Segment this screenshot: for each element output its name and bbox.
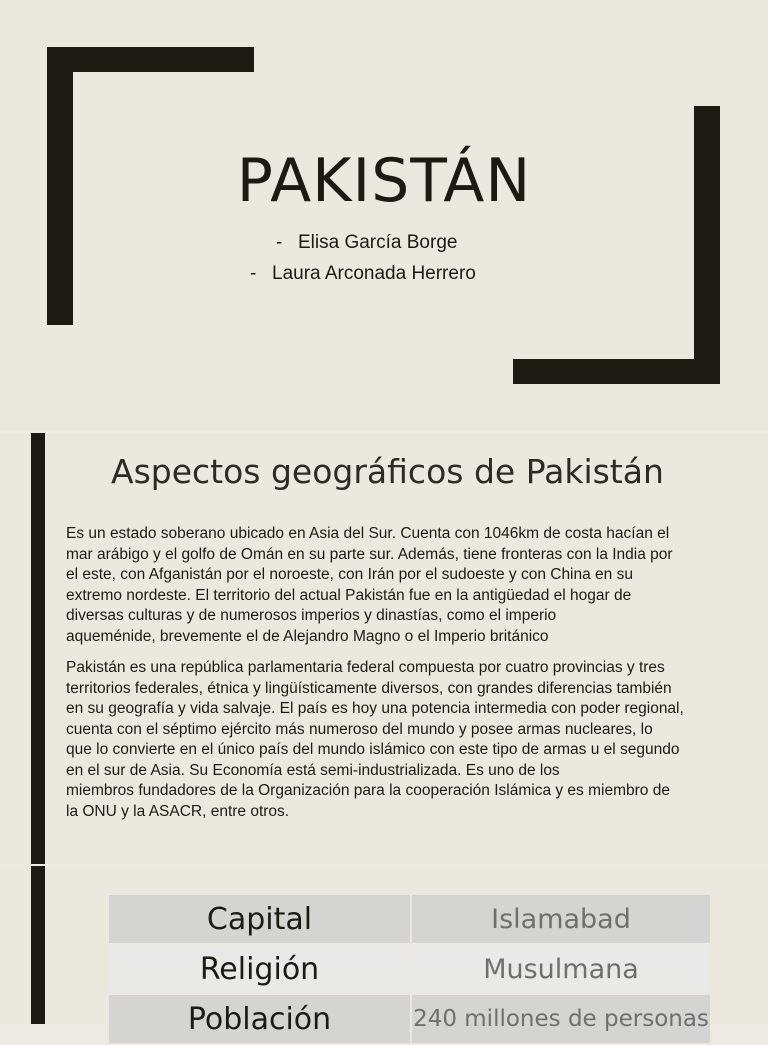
text-line: territorios federales, étnica y lingüísticamente diversos, con grandes diferencias también — [66, 679, 672, 697]
text-line: en el sur de Asia. Su Economía está semi-industrializada. Es uno de los — [66, 761, 560, 779]
text-line: miembros fundadores de la Organización para la cooperación Islámica y es miembro de — [66, 782, 670, 799]
frame-corner-bottom-right-horizontal — [513, 359, 720, 384]
row-value: 240 millones de personas — [411, 994, 711, 1044]
text-line: el este, con Afganistán por el noroeste, con Irán por el sudoeste y con China en su — [66, 566, 633, 583]
frame-corner-top-left-horizontal — [47, 47, 254, 72]
facts-table — [107, 893, 712, 1045]
table-row — [108, 894, 711, 944]
row-label: Capital — [108, 894, 411, 944]
text-line: diversas culturas y de numerosos imperios y dinastías, como el imperio — [66, 607, 557, 624]
text-line: Pakistán es una república parlamentaria federal compuesta por cuatro provincias y tres — [66, 659, 665, 676]
text-line: mar arábigo y el golfo de Omán en su parte sur. Además, tiene fronteras con la India por — [66, 545, 673, 563]
text-line: aqueménide, brevemente el de Alejandro Magno o el Imperio británico — [66, 627, 549, 645]
row-label: Religión — [108, 944, 411, 994]
bullet-dash: - — [276, 232, 283, 253]
text-line: extremo nordeste. El territorio del actual Pakistán fue en la antigüedad el hogar de — [66, 586, 632, 604]
text-line: en su geografía y vida salvaje. El país es hoy una potencia intermedia con poder regional, — [66, 700, 684, 717]
row-label: Población — [108, 994, 411, 1044]
bullet-dash: - — [250, 263, 257, 284]
text-line: Es un estado soberano ubicado en Asia del Sur. Cuenta con 1046km de costa hacían el — [66, 525, 670, 542]
slide-title: PAKISTÁN — [236, 146, 532, 216]
paragraph-2 — [66, 658, 756, 822]
row-value: Islamabad — [411, 894, 711, 944]
left-accent-bar — [31, 433, 45, 864]
title-slide — [0, 0, 768, 431]
left-accent-bar — [31, 866, 45, 1024]
slide-heading: Aspectos geográficos de Pakistán — [111, 452, 664, 491]
row-value: Musulmana — [411, 944, 711, 994]
table-row — [108, 944, 711, 994]
table-row — [108, 994, 711, 1044]
text-line: cuenta con el séptimo ejército más numeroso del mundo y posee armas nucleares, lo — [66, 720, 653, 738]
author-item — [276, 232, 457, 254]
author-item — [250, 263, 476, 285]
author-name: Laura Arconada Herrero — [272, 263, 476, 284]
text-line: la ONU y la ASACR, entre otros. — [66, 802, 290, 820]
author-name: Elisa García Borge — [298, 232, 458, 253]
text-line: que lo convierte en el único país del mundo islámico con este tipo de armas u el segundo — [66, 741, 680, 758]
paragraph-1 — [66, 524, 756, 647]
